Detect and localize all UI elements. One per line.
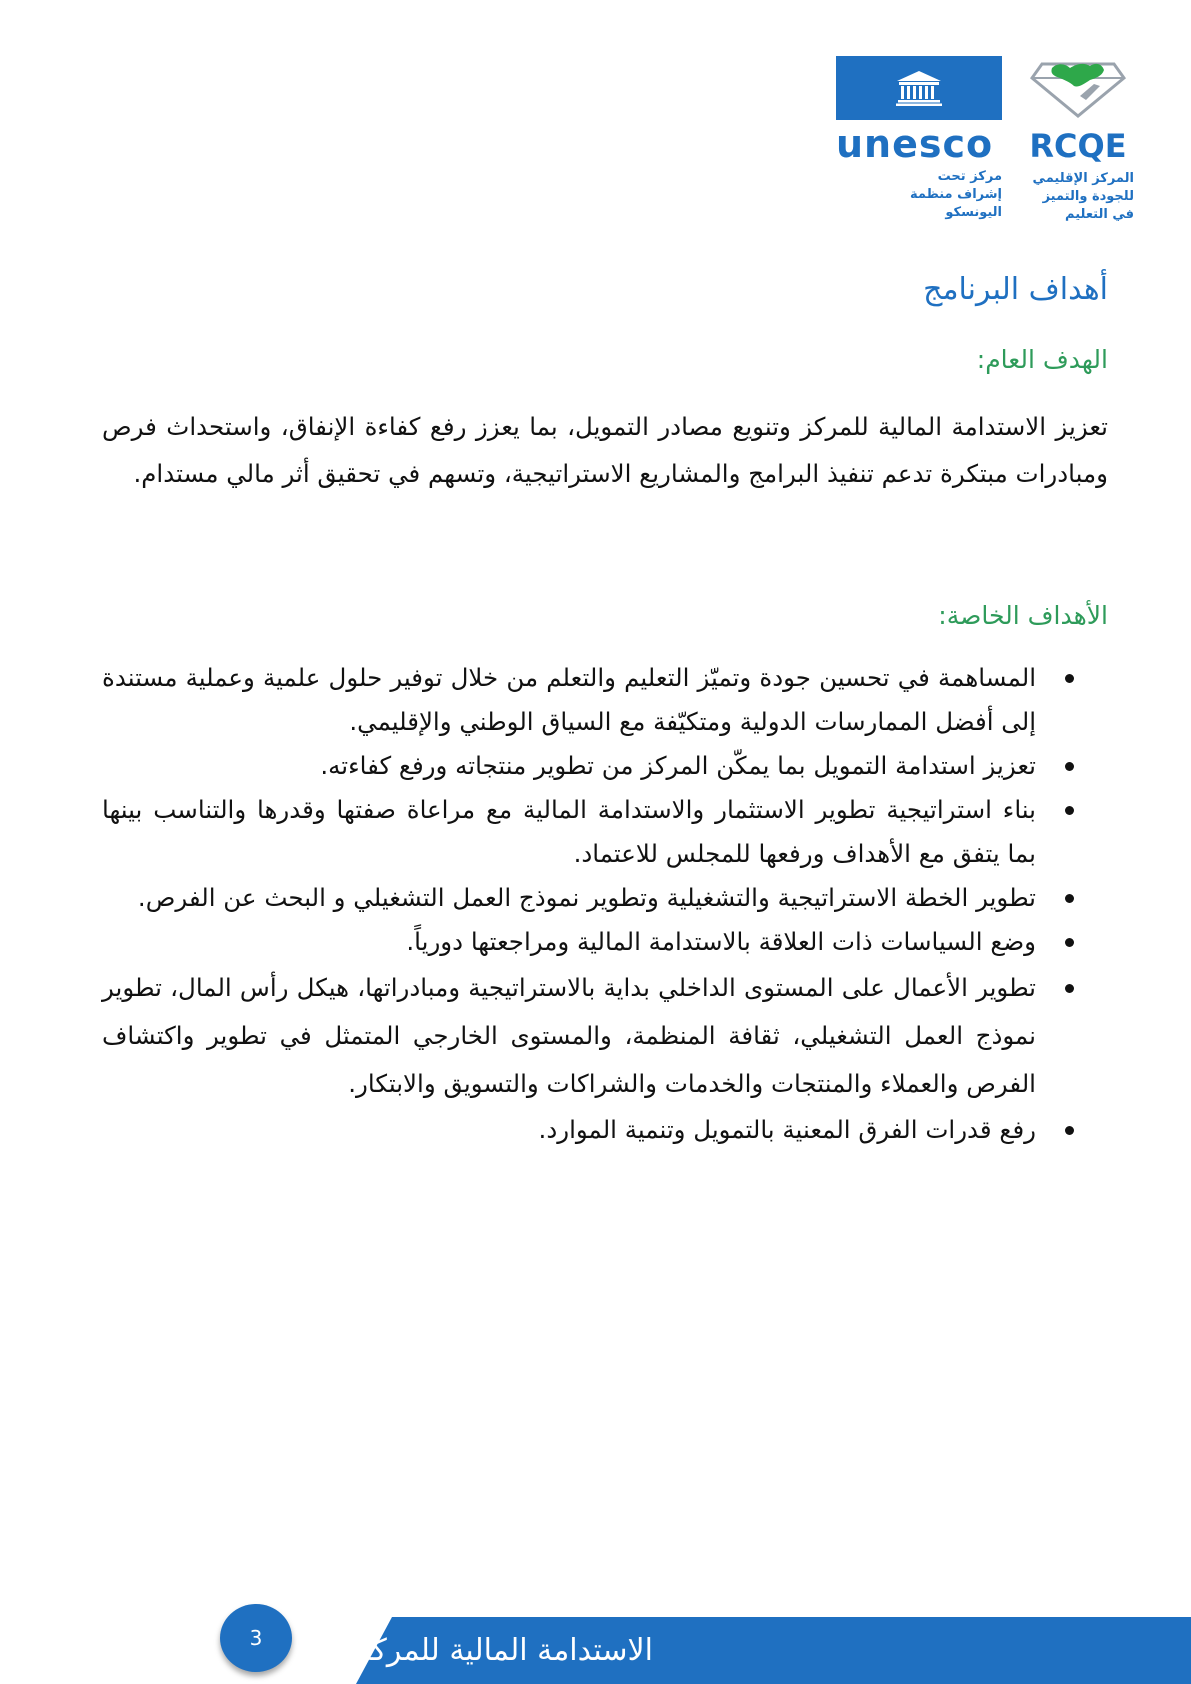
list-item <box>102 920 1108 964</box>
temple-icon <box>894 70 944 106</box>
list-item-text: تطوير الخطة الاستراتيجية والتشغيلية وتطوير نموذج العمل التشغيلي و البحث عن الفرص. <box>137 883 1036 912</box>
list-item-text: رفع قدرات الفرق المعنية بالتمويل وتنمية الموارد. <box>538 1115 1036 1144</box>
list-item-text: وضع السياسات ذات العلاقة بالاستدامة المالية ومراجعتها دورياً. <box>406 927 1036 956</box>
bullet-icon <box>1065 674 1074 683</box>
bullet-icon <box>1065 938 1074 947</box>
unesco-logo <box>836 56 1002 222</box>
list-item <box>102 1108 1108 1152</box>
page-title: أهداف البرنامج <box>923 272 1108 307</box>
unesco-subtitle <box>836 168 1002 222</box>
specific-objectives-list <box>102 656 1108 1152</box>
bullet-icon <box>1065 1126 1074 1135</box>
bullet-icon <box>1065 806 1074 815</box>
rcqe-subtitle-line: للجودة والتميز <box>1042 189 1134 204</box>
rcqe-diamond-map-icon <box>1030 56 1126 120</box>
rcqe-subtitle-line: المركز الإقليمي <box>1032 171 1134 186</box>
general-objective-heading: الهدف العام: <box>976 345 1108 374</box>
bullet-icon <box>1065 984 1074 993</box>
list-item <box>102 876 1108 920</box>
header-logos <box>836 56 1136 236</box>
list-item-text: تطوير الأعمال على المستوى الداخلي بداية بالاستراتيجية ومبادراتها، هيكل رأس المال، تطوير نموذج العمل التشغيلي، ثقافة المنظمة، والمستوى الخارجي المتمثل في تطوير واكتشاف الفرص والعملاء والمنتجات والخدمات والشراكات والتسويق والابتكار. <box>102 973 1036 1098</box>
rcqe-logo <box>1022 56 1134 224</box>
rcqe-subtitle-line: في التعليم <box>1065 207 1134 222</box>
specific-objectives-heading: الأهداف الخاصة: <box>938 601 1108 630</box>
general-objective-text: تعزيز الاستدامة المالية للمركز وتنويع مصادر التمويل، بما يعزز رفع كفاءة الإنفاق، واستحداث فرص ومبادرات مبتكرة تدعم تنفيذ البرامج والمشاريع الاستراتيجية، وتسهم في تحقيق أثر مالي مستدام. <box>102 412 1108 488</box>
unesco-subtitle-line: مركز تحت <box>937 169 1002 184</box>
bullet-icon <box>1065 762 1074 771</box>
unesco-subtitle-line: اليونسكو <box>945 205 1002 220</box>
bullet-icon <box>1065 894 1074 903</box>
rcqe-wordmark: RCQE <box>1029 127 1127 165</box>
footer-title: الاستدامة المالية للمركز <box>356 1633 653 1668</box>
unesco-temple-emblem <box>836 56 1002 120</box>
list-item <box>102 964 1108 1108</box>
list-item-text: بناء استراتيجية تطوير الاستثمار والاستدامة المالية مع مراعاة صفتها وقدرها والتناسب بينها بما يتفق مع الأهداف ورفعها للمجلس للاعتماد. <box>102 795 1036 868</box>
rcqe-subtitle <box>1022 170 1134 224</box>
list-item <box>102 788 1108 876</box>
list-item-text: المساهمة في تحسين جودة وتميّز التعليم والتعلم من خلال توفير حلول علمية وعملية مستندة إلى أفضل الممارسات الدولية ومتكيّفة مع السياق الوطني والإقليمي. <box>102 663 1036 736</box>
list-item <box>102 744 1108 788</box>
unesco-subtitle-line: إشراف منظمة <box>909 187 1002 202</box>
page-number-badge: 3 <box>220 1604 292 1672</box>
list-item-text: تعزيز استدامة التمويل بما يمكّن المركز من تطوير منتجاته ورفع كفاءته. <box>320 751 1036 780</box>
unesco-wordmark: unesco <box>836 122 994 166</box>
list-item <box>102 656 1108 744</box>
